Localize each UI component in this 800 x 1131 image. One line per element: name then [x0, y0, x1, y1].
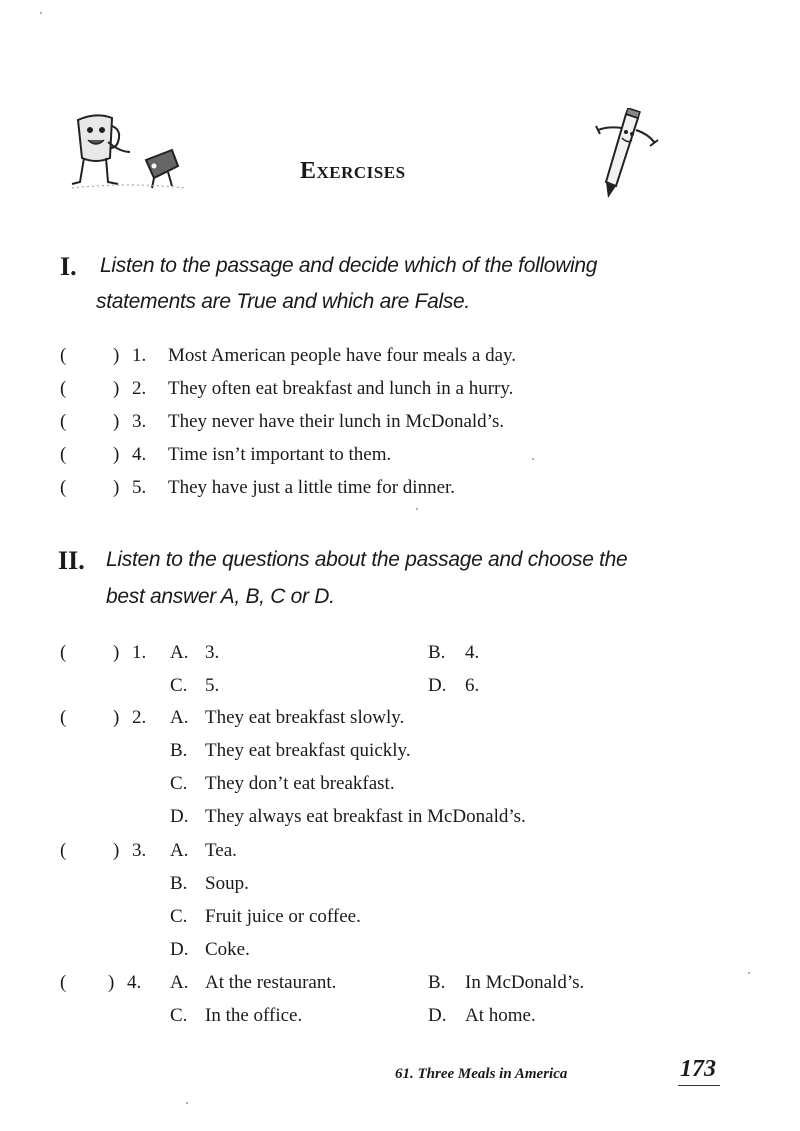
option-c-label: C. — [170, 675, 188, 696]
page-number-underline — [678, 1085, 720, 1086]
option-a-text: At the restaurant. — [205, 972, 337, 993]
section-2-number: II. — [58, 546, 85, 575]
answer-blank-close: ) — [113, 444, 120, 465]
option-d-label: D. — [428, 675, 447, 696]
scan-speck — [416, 508, 418, 510]
option-d-label: D. — [170, 806, 189, 827]
statement-text: They often eat breakfast and lunch in a hurry. — [168, 378, 514, 399]
list-item — [0, 345, 800, 375]
statement-text: Most American people have four meals a day. — [168, 345, 517, 366]
option-b-text: In McDonald’s. — [465, 972, 585, 993]
section-1-instruction-line-2: statements are True and which are False. — [96, 290, 470, 313]
option-d-text: 6. — [465, 675, 480, 696]
answer-blank-open: ( — [60, 642, 67, 663]
option-d-text: At home. — [465, 1005, 536, 1026]
answer-blank-close: ) — [113, 642, 120, 663]
scan-speck — [532, 458, 534, 460]
answer-blank-open: ( — [60, 477, 67, 498]
answer-blank-close: ) — [113, 378, 120, 399]
list-item — [0, 378, 800, 408]
option-a-label: A. — [170, 972, 189, 993]
answer-blank-open: ( — [60, 378, 67, 399]
question-number: 3. — [132, 411, 147, 432]
question-number: 2. — [132, 707, 147, 728]
option-c-label: C. — [170, 773, 188, 794]
list-item — [0, 411, 800, 441]
scan-speck — [186, 1102, 188, 1104]
option-d-label: D. — [428, 1005, 447, 1026]
question-number: 4. — [132, 444, 147, 465]
option-a-label: A. — [170, 707, 189, 728]
mc-question-4 — [0, 972, 800, 1036]
section-2-instruction-line-1: Listen to the questions about the passage and choose the — [106, 548, 628, 571]
cartoon-characters-illustration — [68, 112, 188, 192]
option-d-label: D. — [170, 939, 189, 960]
option-c-text: In the office. — [205, 1005, 303, 1026]
option-d-text: They always eat breakfast in McDonald’s. — [205, 806, 526, 827]
option-a-text: 3. — [205, 642, 220, 663]
option-b-label: B. — [170, 740, 188, 761]
section-1-instruction-line-1: Listen to the passage and decide which of the following — [100, 254, 598, 277]
option-a-text: Tea. — [205, 840, 237, 861]
section-1-number: I. — [60, 252, 77, 281]
option-c-text: Fruit juice or coffee. — [205, 906, 361, 927]
list-item — [0, 444, 800, 474]
answer-blank-open: ( — [60, 444, 67, 465]
answer-blank-close: ) — [113, 411, 120, 432]
question-number: 3. — [132, 840, 147, 861]
question-number: 1. — [132, 345, 147, 366]
scan-speck — [748, 972, 750, 974]
question-number: 5. — [132, 477, 147, 498]
question-number: 2. — [132, 378, 147, 399]
answer-blank-open: ( — [60, 411, 67, 432]
option-a-label: A. — [170, 642, 189, 663]
answer-blank-close: ) — [113, 707, 120, 728]
page-title: Exercises — [300, 158, 406, 184]
answer-blank-open: ( — [60, 840, 67, 861]
answer-blank-close: ) — [113, 345, 120, 366]
option-b-label: B. — [428, 972, 446, 993]
option-c-text: They don’t eat breakfast. — [205, 773, 395, 794]
answer-blank-open: ( — [60, 972, 67, 993]
option-a-label: A. — [170, 840, 189, 861]
answer-blank-close: ) — [113, 477, 120, 498]
answer-blank-open: ( — [60, 707, 67, 728]
question-number: 4. — [127, 972, 142, 993]
option-c-label: C. — [170, 906, 188, 927]
option-b-text: They eat breakfast quickly. — [205, 740, 411, 761]
statement-text: Time isn’t important to them. — [168, 444, 392, 465]
option-c-text: 5. — [205, 675, 220, 696]
option-c-label: C. — [170, 1005, 188, 1026]
pencil-illustration — [592, 108, 662, 200]
list-item — [0, 477, 800, 507]
option-b-label: B. — [170, 873, 188, 894]
mc-question-2 — [0, 707, 800, 837]
question-number: 1. — [132, 642, 147, 663]
answer-blank-open: ( — [60, 345, 67, 366]
option-d-text: Coke. — [205, 939, 250, 960]
section-2-instruction-line-2: best answer A, B, C or D. — [106, 585, 335, 608]
option-b-text: Soup. — [205, 873, 249, 894]
mc-question-1 — [0, 642, 800, 706]
page-number: 173 — [680, 1056, 716, 1082]
mc-question-3 — [0, 840, 800, 970]
footer-chapter-title: 61. Three Meals in America — [395, 1066, 568, 1082]
option-a-text: They eat breakfast slowly. — [205, 707, 405, 728]
statement-text: They never have their lunch in McDonald’s. — [168, 411, 505, 432]
statement-text: They have just a little time for dinner. — [168, 477, 456, 498]
answer-blank-close: ) — [113, 840, 120, 861]
answer-blank-close: ) — [108, 972, 115, 993]
scan-speck — [40, 12, 42, 14]
option-b-text: 4. — [465, 642, 480, 663]
option-b-label: B. — [428, 642, 446, 663]
